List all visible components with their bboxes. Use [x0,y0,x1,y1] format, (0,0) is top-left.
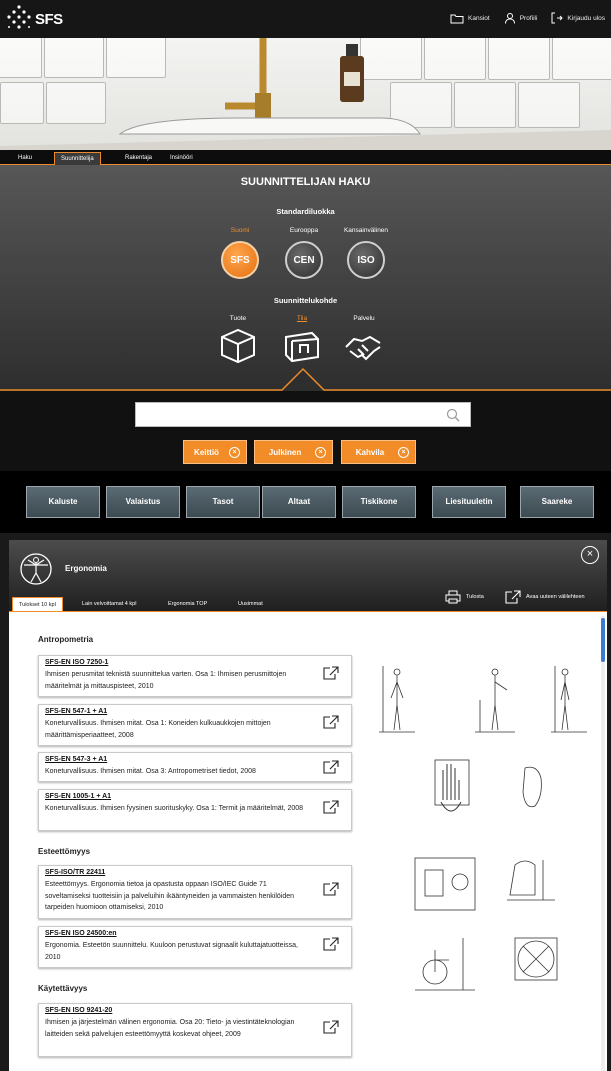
designer-search-panel [0,165,611,391]
nav-profile[interactable] [504,12,538,24]
modal-tab-underline [9,611,607,612]
close-icon[interactable]: × [315,447,326,458]
close-icon[interactable]: × [398,447,409,458]
close-icon[interactable]: × [229,447,240,458]
room-icon [282,327,322,365]
logo-dots-icon [6,5,32,33]
modal-tab-results[interactable]: Tulokset 10 kpl [12,597,63,612]
standard-code[interactable]: SFS-EN 547-1 + A1 [45,708,108,715]
chip-label: Keittiö [194,447,219,457]
filter-chip-julkinen[interactable] [254,440,333,464]
category-kaluste[interactable]: Kaluste [26,486,100,518]
tab-suunnittelija[interactable]: Suunnittelija [54,152,101,165]
result-card[interactable] [38,865,352,919]
external-link-icon[interactable] [323,715,339,734]
modal-tab-newest[interactable]: Uusimmat [238,601,263,607]
standard-description: Koneturvallisuus. Ihmisen fyysinen suorituskyky. Osa 1: Termit ja määritelmät, 2008 [45,805,304,812]
standard-description: Koneturvallisuus. Ihmisen mitat. Osa 3: Antropometriset tiedot, 2008 [45,768,256,775]
printer-icon [445,590,461,604]
standard-description: Ihmisen ja järjestelmän välinen ergonomia. Osa 20: Tieto- ja viestintäteknologian laitteiden sekä palvelujen esteettömyyttä koskevat ohjeet, 2009 [45,1019,295,1038]
standard-class-heading: Standardiluokka [276,207,335,216]
external-link-icon[interactable] [323,937,339,956]
result-card[interactable] [38,1003,352,1057]
category-tasot[interactable]: Tasot [186,486,260,518]
external-link-icon[interactable] [323,760,339,779]
tab-rakentaja[interactable]: Rakentaja [125,155,153,161]
option-tila-label: Tila [296,315,308,322]
sfs-badge-text: SFS [230,254,250,266]
vitruvian-man-icon [19,552,53,586]
logout-icon [551,12,563,24]
result-card[interactable] [38,789,352,831]
search-icon[interactable] [446,408,460,422]
folder-icon [450,13,464,24]
filter-chip-keittio[interactable] [183,440,247,464]
standard-description: Ergonomia. Esteetön suunnittelu. Kuuloon perustuvat signaalit kuluttajatuotteissa, 2010 [45,942,298,961]
print-label: Tulosta [466,594,484,600]
standard-code[interactable]: SFS-EN 547-3 + A1 [45,756,108,763]
category-liesituuletin[interactable]: Liesituuletin [432,486,506,518]
standard-code[interactable]: SFS-EN 1005-1 + A1 [45,793,112,800]
search-input[interactable] [136,403,436,426]
section-heading-esteettomyys: Esteettömyys [38,847,91,856]
option-eurooppa[interactable] [272,227,336,279]
filter-chip-kahvila[interactable] [341,440,416,464]
option-suomi[interactable] [208,227,272,279]
tab-insinoori[interactable]: Insinööri [170,155,193,161]
hero-kitchen-image [0,38,611,150]
nav-folders[interactable] [450,12,490,24]
option-kansainvalinen[interactable] [334,227,398,279]
iso-badge-text: ISO [357,254,375,266]
modal-header [9,540,607,612]
cube-icon [218,327,258,365]
cen-badge-text: CEN [293,254,315,266]
external-link-icon[interactable] [323,666,339,685]
option-suomi-label: Suomi [230,227,250,234]
standard-code[interactable]: SFS-EN ISO 24500:en [45,930,117,937]
role-tabs [0,150,611,165]
result-card[interactable] [38,752,352,782]
ergonomic-figure-illustrations [375,660,605,1040]
top-bar [0,0,611,38]
standard-description: Esteettömyys. Ergonomia tietoa ja opastusta oppaan ISO/IEC Guide 71 soveltamiseksi tuotteisiin ja palveluihin ikääntyneiden ja vammaisten henkilöiden tarpeiden huomioon ottamiseksi, 2010 [45,881,295,911]
standard-code[interactable]: SFS-EN ISO 7250-1 [45,659,109,666]
chip-label: Julkinen [268,447,302,457]
print-button[interactable] [445,590,484,604]
panel-title: SUUNNITTELIJAN HAKU [240,176,371,188]
modal-tab-legal[interactable]: Lain velvoittamat 4 kpl [82,601,137,607]
modal-tab-top[interactable]: Ergonomia TOP [168,601,208,607]
design-target-heading: Suunnittelukohde [273,296,338,305]
standard-description: Ihmisen perusmitat teknistä suunnittelua varten. Osa 1: Ihmisen perusmittojen määritelmät ja mittauspisteet, 2010 [45,671,287,690]
ergonomics-modal [9,540,607,1071]
standard-code[interactable]: SFS-EN ISO 9241-20 [45,1007,113,1014]
option-palvelu-label: Palvelu [353,315,375,322]
option-kansainvalinen-label: Kansainvälinen [343,227,389,234]
sfs-logo[interactable] [6,5,63,33]
handshake-icon [344,327,384,365]
open-new-tab-button[interactable] [505,590,585,604]
user-icon [504,12,516,24]
option-tila[interactable] [270,315,334,367]
modal-title: Ergonomia [65,564,107,573]
result-card[interactable] [38,926,352,968]
close-icon: × [586,548,594,560]
standard-code[interactable]: SFS-ISO/TR 22411 [45,869,106,876]
external-link-icon [505,590,521,604]
sfs-badge-icon [221,241,259,279]
panel-pointer-line [0,367,611,393]
category-saareke[interactable]: Saareke [520,486,594,518]
nav-profile-label: Profiili [519,14,538,22]
nav-logout-label: Kirjaudu ulos [567,14,605,22]
category-altaat[interactable]: Altaat [262,486,336,518]
category-tiskikone[interactable]: Tiskikone [342,486,416,518]
section-heading-antropometria: Antropometria [38,635,94,644]
category-valaistus[interactable]: Valaistus [106,486,180,518]
search-box [135,402,471,427]
option-palvelu[interactable] [332,315,396,367]
nav-folders-label: Kansiot [468,14,490,22]
option-eurooppa-label: Eurooppa [289,227,319,234]
option-tuote-label: Tuote [229,315,247,322]
external-link-icon[interactable] [323,1020,339,1039]
iso-badge-icon [347,241,385,279]
result-card[interactable] [38,704,352,746]
nav-logout[interactable] [551,12,605,24]
chip-label: Kahvila [355,447,385,457]
external-link-icon[interactable] [323,800,339,819]
external-link-icon[interactable] [323,882,339,901]
cen-badge-icon [285,241,323,279]
result-card[interactable] [38,655,352,697]
top-nav [450,12,605,24]
scrollbar-thumb[interactable] [601,618,605,662]
logo-text: SFS [35,10,63,28]
open-new-tab-label: Avaa uuteen välilehteen [526,594,585,600]
modal-close-button[interactable] [581,546,599,564]
option-tuote[interactable] [206,315,270,367]
standard-description: Koneturvallisuus. Ihmisen mitat. Osa 1: Koneiden kulkuaukkojen mittojen määrittämisperiaatteet, 2008 [45,720,271,739]
section-heading-kaytettavyys: Käytettävyys [38,984,88,993]
tab-haku[interactable]: Haku [18,155,33,161]
